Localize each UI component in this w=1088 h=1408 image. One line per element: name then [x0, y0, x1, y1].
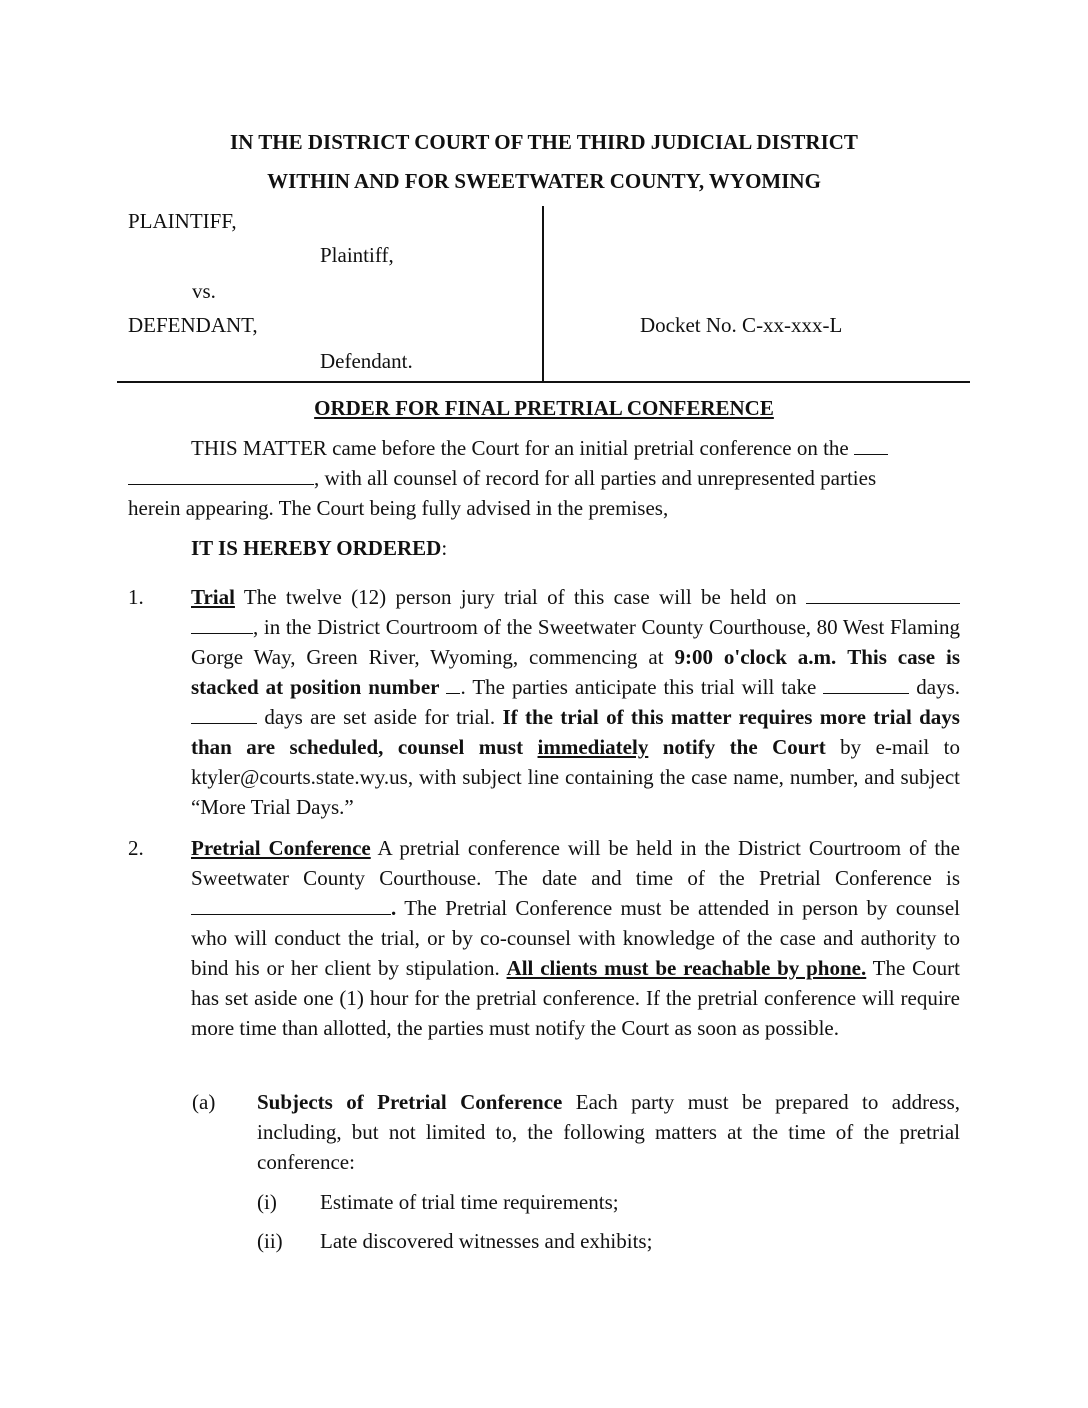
intro-line1	[191, 433, 961, 463]
item1-number: 1.	[128, 585, 144, 609]
date-blank-2	[128, 466, 314, 485]
sub-a-paragraph: Subjects of Pretrial Conference Each party must be prepared to address, including, but not limited to, the following matters at the time of the pretrial conference:	[257, 1090, 961, 1174]
item1-paragraph: Trial The twelve (12) person jury trial of this case will be held on , in the District Courtroom of the Sweetwater County Courthouse, 80 West Flaming Gorge Way, Green River, Wyoming, commencing at 9:00 o'clock a.m. This case is stacked at position number . The parties anticipate this trial will take days. days are set aside for trial. If the trial of this matter requires more trial days than are scheduled, counsel must immediately notify the Court by e-mail to ktyler@courts.state.wy.us, with subject line containing the case name, number, and subject “More Trial Days.”	[191, 585, 961, 819]
sub-i-label: (i)	[257, 1190, 277, 1214]
sub-ii-label: (ii)	[257, 1229, 283, 1253]
sub-i-text: Estimate of trial time requirements;	[320, 1190, 619, 1214]
trial-date-blank-2	[191, 615, 253, 634]
sub-a-label: (a)	[192, 1090, 216, 1114]
plaintiff-name: PLAINTIFF,	[128, 209, 237, 233]
sub-a-heading: Subjects of Pretrial Conference	[257, 1090, 563, 1114]
stack-position-blank	[446, 675, 460, 694]
caption-divider-vertical	[542, 206, 544, 382]
item2-heading: Pretrial Conference	[191, 836, 371, 860]
order-title: ORDER FOR FINAL PRETRIAL CONFERENCE	[314, 396, 774, 420]
immediately-emphasis: immediately	[537, 735, 649, 759]
intro-line3: herein appearing. The Court being fully advised in the premises,	[128, 496, 669, 520]
item2-number: 2.	[128, 836, 144, 860]
stacked-position: This case is stacked at position number	[191, 645, 961, 699]
docket-number: Docket No. C-xx-xxx-L	[640, 313, 843, 337]
date-blank-1	[854, 436, 888, 455]
email-instruction: by e-mail to ktyler@courts.state.wy.us, with subject line containing the case name, number, and subject “More Trial Days.”	[191, 735, 960, 819]
anticipated-days-blank	[823, 675, 909, 694]
pretrial-date-blank	[191, 896, 391, 915]
intro-text-1: THIS MATTER came before the Court for an initial pretrial conference on the	[191, 436, 849, 460]
versus: vs.	[192, 279, 216, 303]
intro-line2	[128, 463, 960, 493]
defendant-name: DEFENDANT,	[128, 313, 258, 337]
ordered-heading: IT IS HEREBY ORDERED:	[191, 536, 448, 560]
defendant-role: Defendant.	[320, 349, 413, 373]
plaintiff-role: Plaintiff,	[320, 243, 394, 267]
court-heading-line1: IN THE DISTRICT COURT OF THE THIRD JUDICIAL DISTRICT	[230, 130, 858, 154]
trial-time: 9:00 o'clock a.m.	[674, 645, 837, 669]
caption-divider-horizontal	[117, 381, 970, 383]
trial-date-blank-1	[806, 585, 960, 604]
item1-heading: Trial	[191, 585, 235, 609]
intro-text-2: , with all counsel of record for all parties and unrepresented parties	[314, 466, 877, 490]
set-aside-days-blank	[191, 705, 257, 724]
clients-phone-notice: All clients must be reachable by phone.	[506, 956, 867, 980]
court-heading-line2: WITHIN AND FOR SWEETWATER COUNTY, WYOMING	[267, 169, 821, 193]
item2-paragraph: Pretrial Conference A pretrial conference will be held in the District Courtroom of the Sweetwater County Courthouse. The date and time of the Pretrial Conference is . The Pretrial Conference must be attended in person by counsel who will conduct the trial, or by co-counsel with knowledge of the case and authority to bind his or her client by stipulation. All clients must be reachable by phone. The Court has set aside one (1) hour for the pretrial conference. If the pretrial conference will require more time than allotted, the parties must notify the Court as soon as possible.	[191, 836, 960, 1040]
sub-ii-text: Late discovered witnesses and exhibits;	[320, 1229, 653, 1253]
